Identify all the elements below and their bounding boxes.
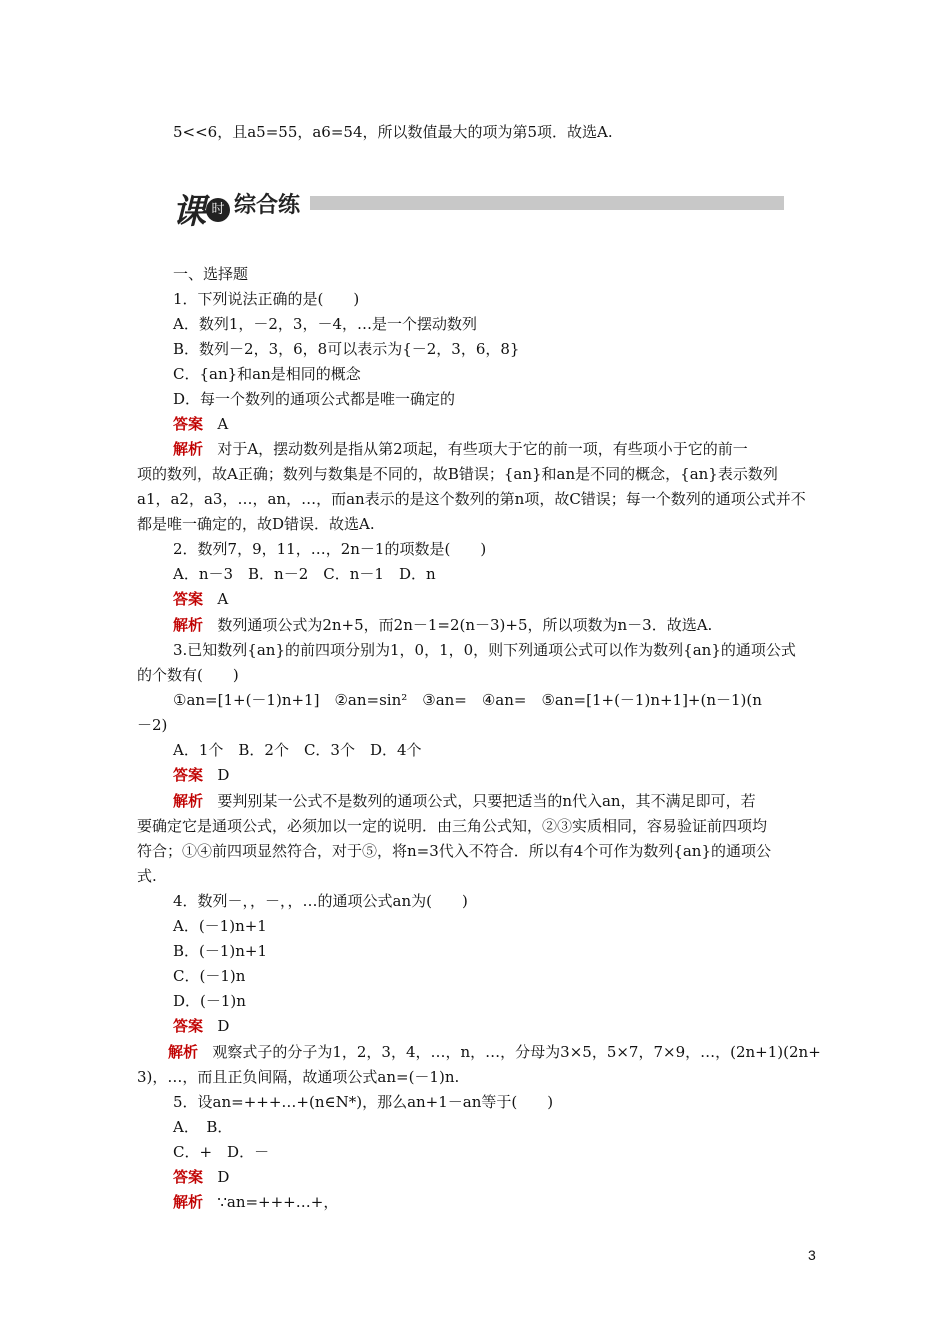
page-number: 3: [808, 1247, 816, 1263]
answer-label: 答案: [173, 1168, 204, 1186]
q2-answer: [173, 588, 228, 610]
q1-analysis-line3: a1，a2，a3，…，an，…，而an表示的是这个数列的第n项，故C错误；每一个数列的通项公式并不: [137, 490, 806, 508]
answer-value: D: [217, 1017, 230, 1035]
section-banner: [172, 184, 784, 232]
q5-analysis: [173, 1191, 338, 1213]
q4-option-a: A．(－1)n+1: [173, 917, 267, 935]
q4-analysis-line1: [168, 1041, 821, 1063]
q1-stem: 1．下列说法正确的是( ): [173, 290, 360, 308]
answer-value: D: [217, 766, 230, 784]
q3-options: A．1个 B．2个 C．3个 D．4个: [173, 741, 422, 759]
q3-formulas-line1: ①an=[1+(－1)n+1] ②an=sin² ③an= ④an= ⑤an=[1+(－1)n+1]+(n－1)(n: [173, 691, 762, 709]
q3-analysis-line3: 符合；①④前四项显然符合，对于⑤，将n=3代入不符合．所以有4个可作为数列{an}的通项公: [137, 842, 772, 860]
analysis-text: 数列通项公式为2n+5，而2n－1=2(n－3)+5，所以项数为n－3．故选A.: [217, 616, 713, 634]
q4-stem: 4．数列－，，－，，…的通项公式an为( ): [173, 892, 468, 910]
analysis-label: 解析: [173, 792, 204, 810]
answer-label: 答案: [173, 766, 204, 784]
banner-bar: [310, 196, 784, 210]
answer-label: 答案: [173, 415, 204, 433]
q2-analysis: [173, 614, 712, 636]
q1-option-c: C．{an}和an是相同的概念: [173, 365, 361, 383]
q1-option-b: B．数列－2，3，6，8可以表示为{－2，3，6，8}: [173, 340, 520, 358]
q2-stem: 2．数列7，9，11，…，2n－1的项数是( ): [173, 540, 487, 558]
analysis-label: 解析: [173, 616, 204, 634]
answer-value: A: [217, 590, 229, 608]
q3-formulas-line2: －2): [137, 716, 168, 734]
q3-analysis-line4: 式.: [137, 867, 157, 885]
q1-analysis-line4: 都是唯一确定的，故D错误．故选A.: [137, 515, 375, 533]
q2-options: A．n－3 B．n－2 C．n－1 D．n: [173, 565, 436, 583]
analysis-text: 对于A，摆动数列是指从第2项起，有些项大于它的前一项，有些项小于它的前一: [217, 440, 748, 458]
analysis-text: 观察式子的分子为1，2，3，4，…，n，…，分母为3×5，5×7，7×9，…，(2n+1)(2n+: [212, 1043, 821, 1061]
q1-option-a: A．数列1，－2，3，－4，…是一个摆动数列: [173, 315, 478, 333]
q1-option-d: D．每一个数列的通项公式都是唯一确定的: [173, 390, 456, 408]
analysis-text: 要判别某一公式不是数列的通项公式，只要把适当的n代入an，其不满足即可，若: [217, 792, 756, 810]
answer-value: A: [217, 415, 229, 433]
section-heading: 一、选择题: [173, 265, 249, 283]
analysis-text: ∵an=+++…+，: [217, 1193, 339, 1211]
q4-answer: [173, 1015, 229, 1037]
q1-analysis-line1: [173, 438, 748, 460]
q5-options-ab: A． B．: [173, 1118, 233, 1136]
q1-answer: [173, 413, 228, 435]
analysis-label: 解析: [173, 1193, 204, 1211]
q3-stem-line2: 的个数有( ): [137, 666, 239, 684]
q3-analysis-line1: [173, 790, 756, 812]
banner-shi: 时: [206, 198, 230, 222]
q5-answer: [173, 1166, 229, 1188]
q4-option-c: C．(－1)n: [173, 967, 246, 985]
q3-stem-line1: 3.已知数列{an}的前四项分别为1，0，1，0，则下列通项公式可以作为数列{an}的通项公式: [173, 641, 796, 659]
banner-title: 综合练: [234, 193, 301, 218]
q4-option-d: D．(－1)n: [173, 992, 246, 1010]
q4-option-b: B．(－1)n+1: [173, 942, 268, 960]
analysis-label: 解析: [168, 1043, 199, 1061]
answer-value: D: [217, 1168, 230, 1186]
q1-analysis-line2: 项的数列，故A正确；数列与数集是不同的，故B错误；{an}和an是不同的概念，{an}表示数列: [137, 465, 778, 483]
q5-stem: 5．设an=+++…+(n∈N*)，那么an+1－an等于( ): [173, 1093, 554, 1111]
analysis-label: 解析: [173, 440, 204, 458]
top-line: 5<<6，且a5=55，a6=54，所以数值最大的项为第5项．故选A.: [173, 123, 613, 141]
answer-label: 答案: [173, 1017, 204, 1035]
q4-analysis-line2: 3)，…，而且正负间隔，故通项公式an=(－1)n.: [137, 1068, 460, 1086]
answer-label: 答案: [173, 590, 204, 608]
q3-answer: [173, 764, 229, 786]
q5-options-cd: C．+ D．－: [173, 1143, 270, 1161]
q3-analysis-line2: 要确定它是通项公式，必须加以一定的说明．由三角公式知，②③实质相同，容易验证前四项均: [137, 817, 768, 835]
banner-ke: 课: [172, 192, 206, 232]
